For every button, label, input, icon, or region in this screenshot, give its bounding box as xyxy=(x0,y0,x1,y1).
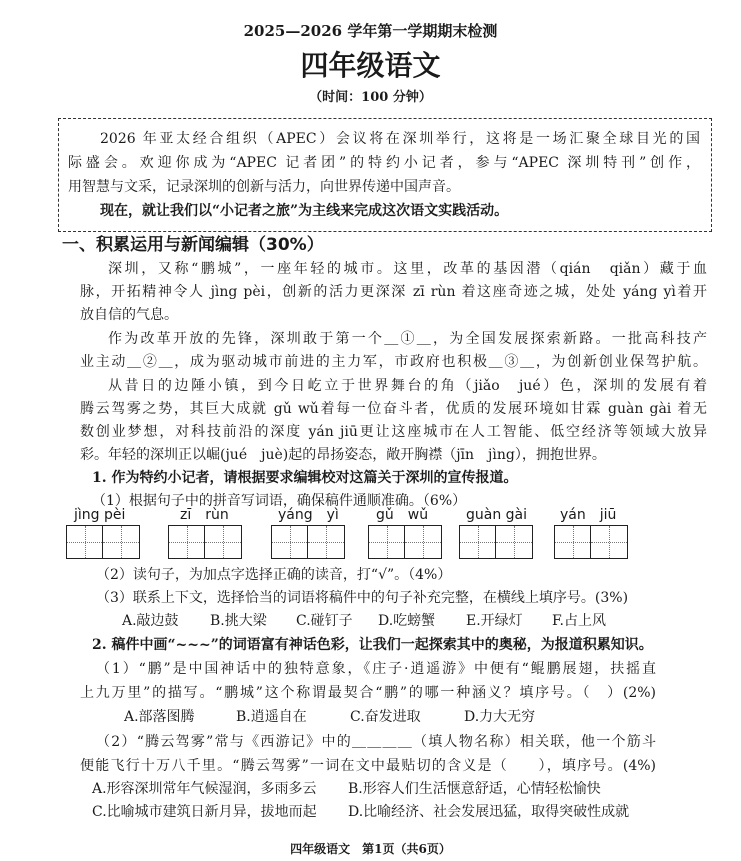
question-2-title: 2. 稿件中画“~~~”的词语富有神话色彩，让我们一起探索其中的奥秘，为报道积累知识。 xyxy=(92,637,653,653)
writing-grid[interactable] xyxy=(459,525,533,559)
pinyin-label: gǔ wǔ xyxy=(376,507,429,523)
question-1-1: （1）根据句子中的拼音写词语，确保稿件通顺准确。（6%） xyxy=(92,493,467,509)
passage-line: 深圳，又称“鹏城”，一座年轻的城市。这里，改革的基因潜（qián qiǎn）藏于血 xyxy=(108,261,707,277)
writing-grid[interactable] xyxy=(168,525,242,559)
writing-grid[interactable] xyxy=(368,525,442,559)
section-heading: 一、积累运用与新闻编辑（30%） xyxy=(62,235,324,255)
pinyin-label: zī rùn xyxy=(180,507,229,523)
option: A.部落图腾 xyxy=(124,709,195,725)
option: A.形容深圳常年气候湿润，多雨多云 xyxy=(92,781,317,797)
option: B.形容人们生活惬意舒适，心情轻松愉快 xyxy=(348,781,601,797)
intro-line: 际盛会。欢迎你成为“APEC 记者团”的特约小记者，参与“APEC 深圳特刊”创作， xyxy=(68,155,700,171)
passage-line: 作为改革开放的先锋，深圳敢于第一个＿①＿，为全国发展探索新路。一批高科技产 xyxy=(108,331,707,347)
exam-time: （时间：100 分钟） xyxy=(309,90,432,105)
option: C.奋发进取 xyxy=(350,709,421,725)
pinyin-label: yáng yì xyxy=(278,507,339,523)
page-title: 四年级语文 xyxy=(300,49,441,82)
exam-header: 2025—2026 学年第一学期期末检测 xyxy=(243,22,498,40)
option: D.力大无穷 xyxy=(464,709,536,725)
option: D.比喻经济、社会发展迅猛，取得突破性成就 xyxy=(348,804,630,820)
question-2-1: （1）“鹏”是中国神话中的独特意象，《庄子·逍遥游》中便有“鲲鹏展翅，扶摇直 xyxy=(96,661,656,677)
intro-line: 2026 年亚太经合组织（APEC）会议将在深圳举行，这将是一场汇聚全球目光的国 xyxy=(100,131,700,147)
passage-line: 脉，开拓精神令人 jìng pèi，创新的活力更深深 zī rùn 着这座奇迹之城，处处 yáng yì着开 xyxy=(80,284,707,300)
passage-line: 腾云驾雾之势，其巨大成就 gǔ wǔ着每一位奋斗者，优质的发展环境如甘霖 guàn gài 着无 xyxy=(80,401,707,417)
question-1-3: （3）联系上下文，选择恰当的词语将稿件中的句子补充完整，在横线上填序号。(3%) xyxy=(96,590,629,606)
writing-grid[interactable] xyxy=(271,525,345,559)
pinyin-label: yán jiū xyxy=(560,507,617,523)
passage-line: 从昔日的边陲小镇，到今日屹立于世界舞台的角（jiǎo jué）色，深圳的发展有着 xyxy=(108,378,707,394)
option: A.敲边鼓 xyxy=(122,613,179,629)
intro-bold-line: 现在，就让我们以“小记者之旅”为主线来完成这次语文实践活动。 xyxy=(100,203,509,219)
question-2-1: 上九万里”的描写。“鹏城”这个称谓最契合“鹏”的哪一种涵义？填序号。（ ）(2%) xyxy=(80,685,656,701)
option: B.挑大梁 xyxy=(210,613,267,629)
option: C.碰钉子 xyxy=(296,613,353,629)
question-2-2: 便能飞行十万八千里。“腾云驾雾”一词在文中最贴切的含义是（ ），填序号。(4%) xyxy=(80,758,656,774)
option: C.比喻城市建筑日新月异，拔地而起 xyxy=(92,804,317,820)
intro-line: 用智慧与文采，记录深圳的创新与活力，向世界传递中国声音。 xyxy=(68,179,460,195)
question-2-2: （2）“腾云驾雾”常与《西游记》中的＿＿＿＿（填人物名称）相关联，他一个筋斗 xyxy=(96,734,656,750)
pinyin-label: guàn gài xyxy=(466,507,528,523)
passage-line: 彩。年轻的深圳正以崛(jué juè)起的昂扬姿态，敞开胸襟（jīn jìng），拥抱世界。 xyxy=(80,447,606,463)
writing-grid[interactable] xyxy=(554,525,628,559)
option: F.占上风 xyxy=(552,613,606,629)
question-1-2: （2）读句子，为加点字选择正确的读音，打“√”。（4%） xyxy=(96,567,452,583)
pinyin-label: jìng pèi xyxy=(74,507,126,523)
passage-line: 数创业梦想，对科技前沿的深度 yán jiū更让这座城市在人工智能、低空经济等领域大放异 xyxy=(80,424,707,440)
option: E.开绿灯 xyxy=(466,613,523,629)
option: B.逍遥自在 xyxy=(236,709,307,725)
option: D.吃螃蟹 xyxy=(378,613,436,629)
passage-line: 放自信的气息。 xyxy=(80,307,178,323)
writing-grid[interactable] xyxy=(66,525,140,559)
question-1-title: 1. 作为特约小记者，请根据要求编辑校对这篇关于深圳的宣传报道。 xyxy=(92,470,518,486)
passage-line: 业主动＿②＿，成为驱动城市前进的主力军，市政府也积极＿③＿，为创新创业保驾护航。 xyxy=(80,354,707,370)
page-footer: 四年级语文 第1页（共6页） xyxy=(290,842,451,856)
